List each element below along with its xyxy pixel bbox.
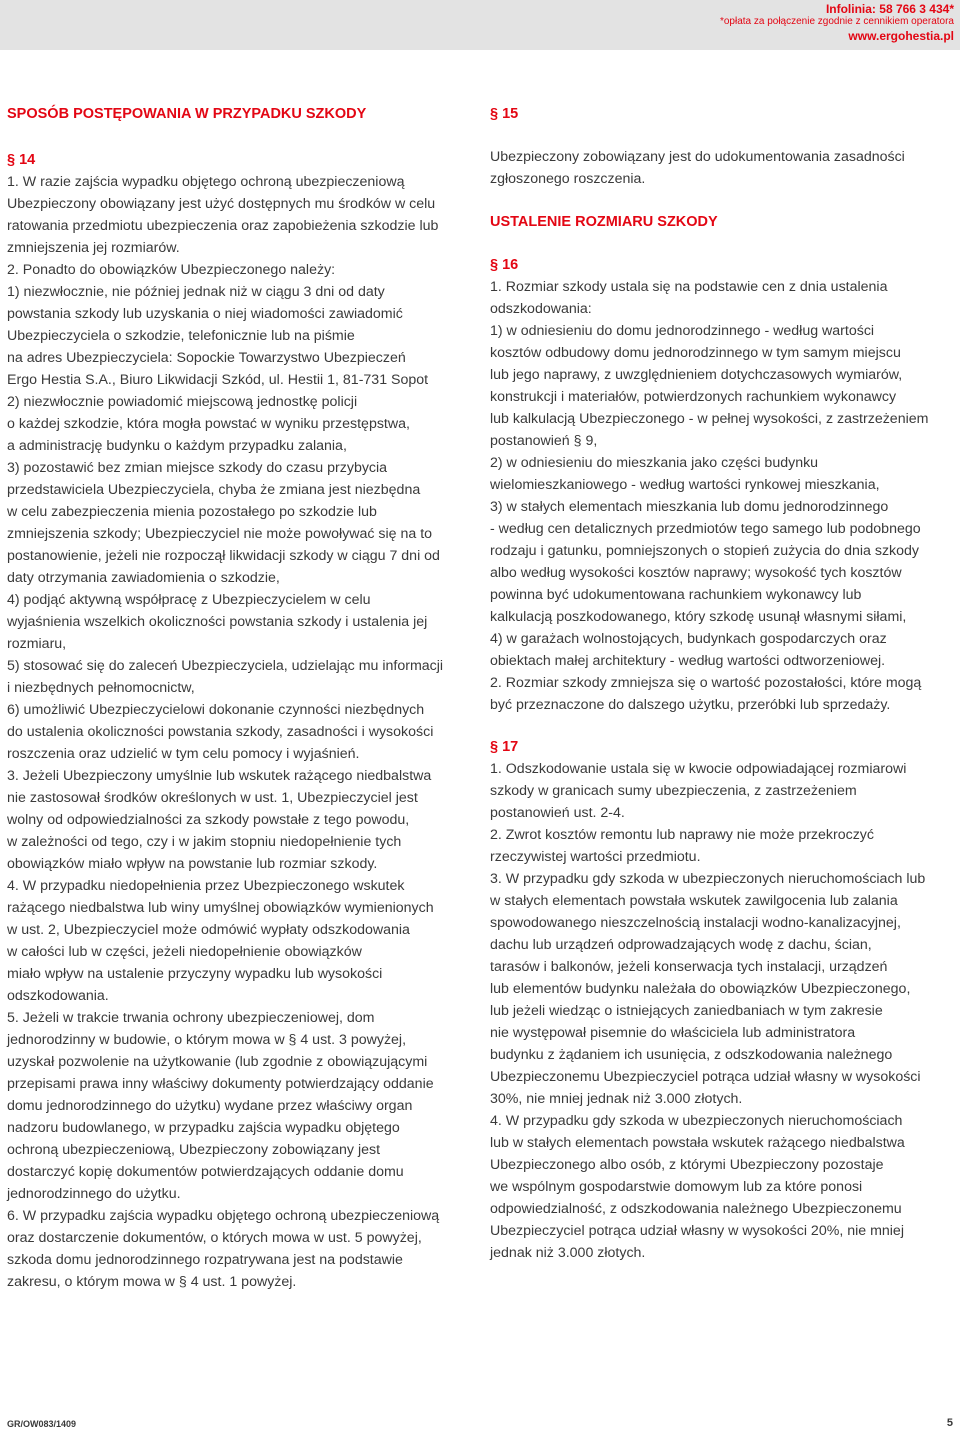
paragraph-number-16: § 16 [490, 257, 519, 273]
paragraph-number-15: § 15 [490, 106, 519, 122]
clause-16-1: 1. Rozmiar szkody ustala się na podstawie cen z dnia ustalenia odszkodowania: 1) w odniesieniu do domu jednorodzinnego - według wartości kosztów odbudowy domu jednorodzinnego w tym samym miejscu lub jego naprawy, z uwzględnieniem dotychczasowych wymiarów, konstrukcji i materiałów, potwierdzonych rachunkiem wykonawcy lub kalkulacją Ubezpieczonego - w pełnej wysokości, z zastrzeżeniem postanowień § 9, 2) w odniesieniu do mieszkania jako części budynku wielomieszkaniowego - według wartości rynkowej mieszkania, 3) w stałych elementach mieszkania lub domu jednorodzinnego - według cen detalicznych przedmiotów tego samego lub podobnego rodzaju i gatunku, pomniejszonych o stopień zużycia do dnia szkody albo według wysokości kosztów naprawy; wysokość tych kosztów powinna być udokumentowana rachunkiem wykonawcy lub kalkulacją poszkodowanego, który szkodę usunął własnymi siłami, 4) w garażach wolnostojących, budynkach gospodarczych oraz obiektach małej architektury - według wartości odtworzeniowej. [490, 279, 929, 669]
clause-14-2: 2. Ponadto do obowiązków Ubezpieczonego należy: 1) niezwłocznie, nie później jednak niż w ciągu 3 dni od daty powstania szkody lub uzyskania o niej wiadomości zawiadomić Ubezpieczyciela o szkodzie, telefonicznie lub na piśmie na adres Ubezpieczyciela: Sopockie Towarzystwo Ubezpieczeń Ergo Hestia S.A., Biuro Likwidacji Szkód, ul. Hestii 1, 81-731 Sopot 2) niezwłocznie powiadomić miejscową jednostkę policji o każdej szkodzie, która mogła powstać w wyniku przestępstwa, a administrację budynku o każdym przypadku zalania, 3) pozostawić bez zmian miejsce szkody do czasu przybycia przedstawiciela Ubezpieczyciela, chyba że zmiana jest niezbędna w celu zabezpieczenia mienia pozostałego po szkodzie lub zmniejszenia szkody; Ubezpieczyciel nie może powoływać się na to postanowienie, jeżeli nie rozpoczął likwidacji szkody w ciągu 7 dni od daty otrzymania zawiadomienia o szkodzie, 4) podjąć aktywną współpracę z Ubezpieczycielem w celu wyjaśnienia wszelkich okoliczności powstania szkody i ustalenia jej rozmiaru, 5) stosować się do zaleceń Ubezpieczyciela, udzielając mu informacji i niezbędnych pełnomocnictw, 6) umożliwić Ubezpieczycielowi dokonanie czynności niezbędnych do ustalenia okoliczności powstania szkody, zasadności i wysokości roszczenia oraz udzielić w tym celu pomocy i wyjaśnień. [7, 262, 444, 762]
clause-14-1: 1. W razie zajścia wypadku objętego ochroną ubezpieczeniową Ubezpieczony obowiązany jest użyć dostępnych mu środków w celu ratowania przedmiotu ubezpieczenia oraz zapobieżenia szkodzie lub zmniejszenia jej rozmiarów. [7, 174, 439, 256]
section-title-damage-assessment: USTALENIE ROZMIARU SZKODY [490, 214, 718, 230]
clause-14-5: 5. Jeżeli w trakcie trwania ochrony ubezpieczeniowej, dom jednorodzinny w budowie, o którym mowa w § 4 ust. 3 powyżej, uzyskał pozwolenie na użytkowanie (lub zgodnie z obowiązującymi przepisami prawa inny właściwy dokumenty potwierdzający oddanie domu jednorodzinnego do użytku) wydane przez właściwy organ nadzoru budowlanego, w przypadku zajścia wypadku objętego ochroną ubezpieczeniową, Ubezpieczony zobowiązany jest dostarczyć kopię dokumentów potwierdzających oddanie domu jednorodzinnego do użytku. [7, 1010, 434, 1202]
contact-header [0, 0, 960, 50]
page-number: 5 [946, 1417, 953, 1429]
clause-17-1: 1. Odszkodowanie ustala się w kwocie odpowiadającej rozmiarowi szkody w granicach sumy ubezpieczenia, z zastrzeżeniem postanowień ust. 2-4. [490, 761, 907, 821]
clause-17-4: 4. W przypadku gdy szkoda w ubezpieczonych nieruchomościach lub w stałych elementach powstała wskutek rażącego niedbalstwa Ubezpieczonego albo osób, z którymi Ubezpieczony pozostaje we wspólnym gospodarstwie domowym lub za które ponosi odpowiedzialność, z odszkodowania należnego Ubezpieczonemu Ubezpieczyciel potrąca udział własny w wysokości 20%, nie mniej jednak niż 3.000 złotych. [490, 1113, 905, 1261]
paragraph-number-14: § 14 [7, 152, 36, 168]
right-column [490, 104, 952, 1264]
section-title-claims-procedure: SPOSÓB POSTĘPOWANIA W PRZYPADKU SZKODY [7, 106, 367, 122]
clause-14-6: 6. W przypadku zajścia wypadku objętego ochroną ubezpieczeniową oraz dostarczenie dokumentów, o których mowa w ust. 5 powyżej, szkoda domu jednorodzinnego rozpatrywana jest na podstawie zakresu, o którym mowa w § 4 ust. 1 powyżej. [7, 1208, 440, 1290]
clause-15: Ubezpieczony zobowiązany jest do udokumentowania zasadności zgłoszonego roszczenia. [490, 149, 905, 187]
website-link[interactable]: www.ergohestia.pl [848, 29, 954, 43]
document-code: GR/OW083/1409 [7, 1419, 77, 1429]
left-column [7, 104, 473, 1293]
clause-14-4: 4. W przypadku niedopełnienia przez Ubezpieczonego wskutek rażącego niedbalstwa lub winy umyślnej obowiązków wymienionych w ust. 2, Ubezpieczyciel może odmówić wypłaty odszkodowania w całości lub w części, jeżeli niedopełnienie obowiązków miało wpływ na ustalenie przyczyny wypadku lub wysokości odszkodowania. [7, 878, 434, 1004]
clause-16-2: 2. Rozmiar szkody zmniejsza się o wartość pozostałości, które mogą być przeznaczone do dalszego użytku, przeróbki lub sprzedaży. [490, 675, 922, 713]
paragraph-number-17: § 17 [490, 739, 519, 755]
hotline-text: Infolinia: 58 766 3 434* [825, 2, 954, 16]
clause-17-2: 2. Zwrot kosztów remontu lub naprawy nie może przekroczyć rzeczywistej wartości przedmiotu. [490, 827, 874, 865]
clause-14-3: 3. Jeżeli Ubezpieczony umyślnie lub wskutek rażącego niedbalstwa nie zastosował środków określonych w ust. 1, Ubezpieczyciel jest wolny od odpowiedzialności za szkody powstałe z tego powodu, w zależności od tego, czy i w jakim stopniu niedopełnienie tych obowiązków miało wpływ na powstanie lub rozmiar szkody. [7, 768, 432, 872]
clause-17-3: 3. W przypadku gdy szkoda w ubezpieczonych nieruchomościach lub w stałych elementach powstała wskutek zawilgocenia lub zalania spowodowanego nieszczelnością instalacji wodno-kanalizacyjnej, dachu lub urządzeń odprowadzających wodę z dachu, ścian, tarasów i balkonów, jeżeli konserwacja tych instalacji, urządzeń lub elementów budynku należała do obowiązków Ubezpieczonego, lub jeżeli wiedząc o istniejących zaniedbaniach w tym zakresie nie występował pisemnie do właściciela lub administratora budynku z żądaniem ich usunięcia, z odszkodowania należnego Ubezpieczonemu Ubezpieczyciel potrąca udział własny w wysokości 30%, nie mniej jednak niż 3.000 złotych. [490, 871, 926, 1107]
hotline-note: *opłata za połączenie zgodnie z cennikiem operatora [719, 16, 954, 27]
